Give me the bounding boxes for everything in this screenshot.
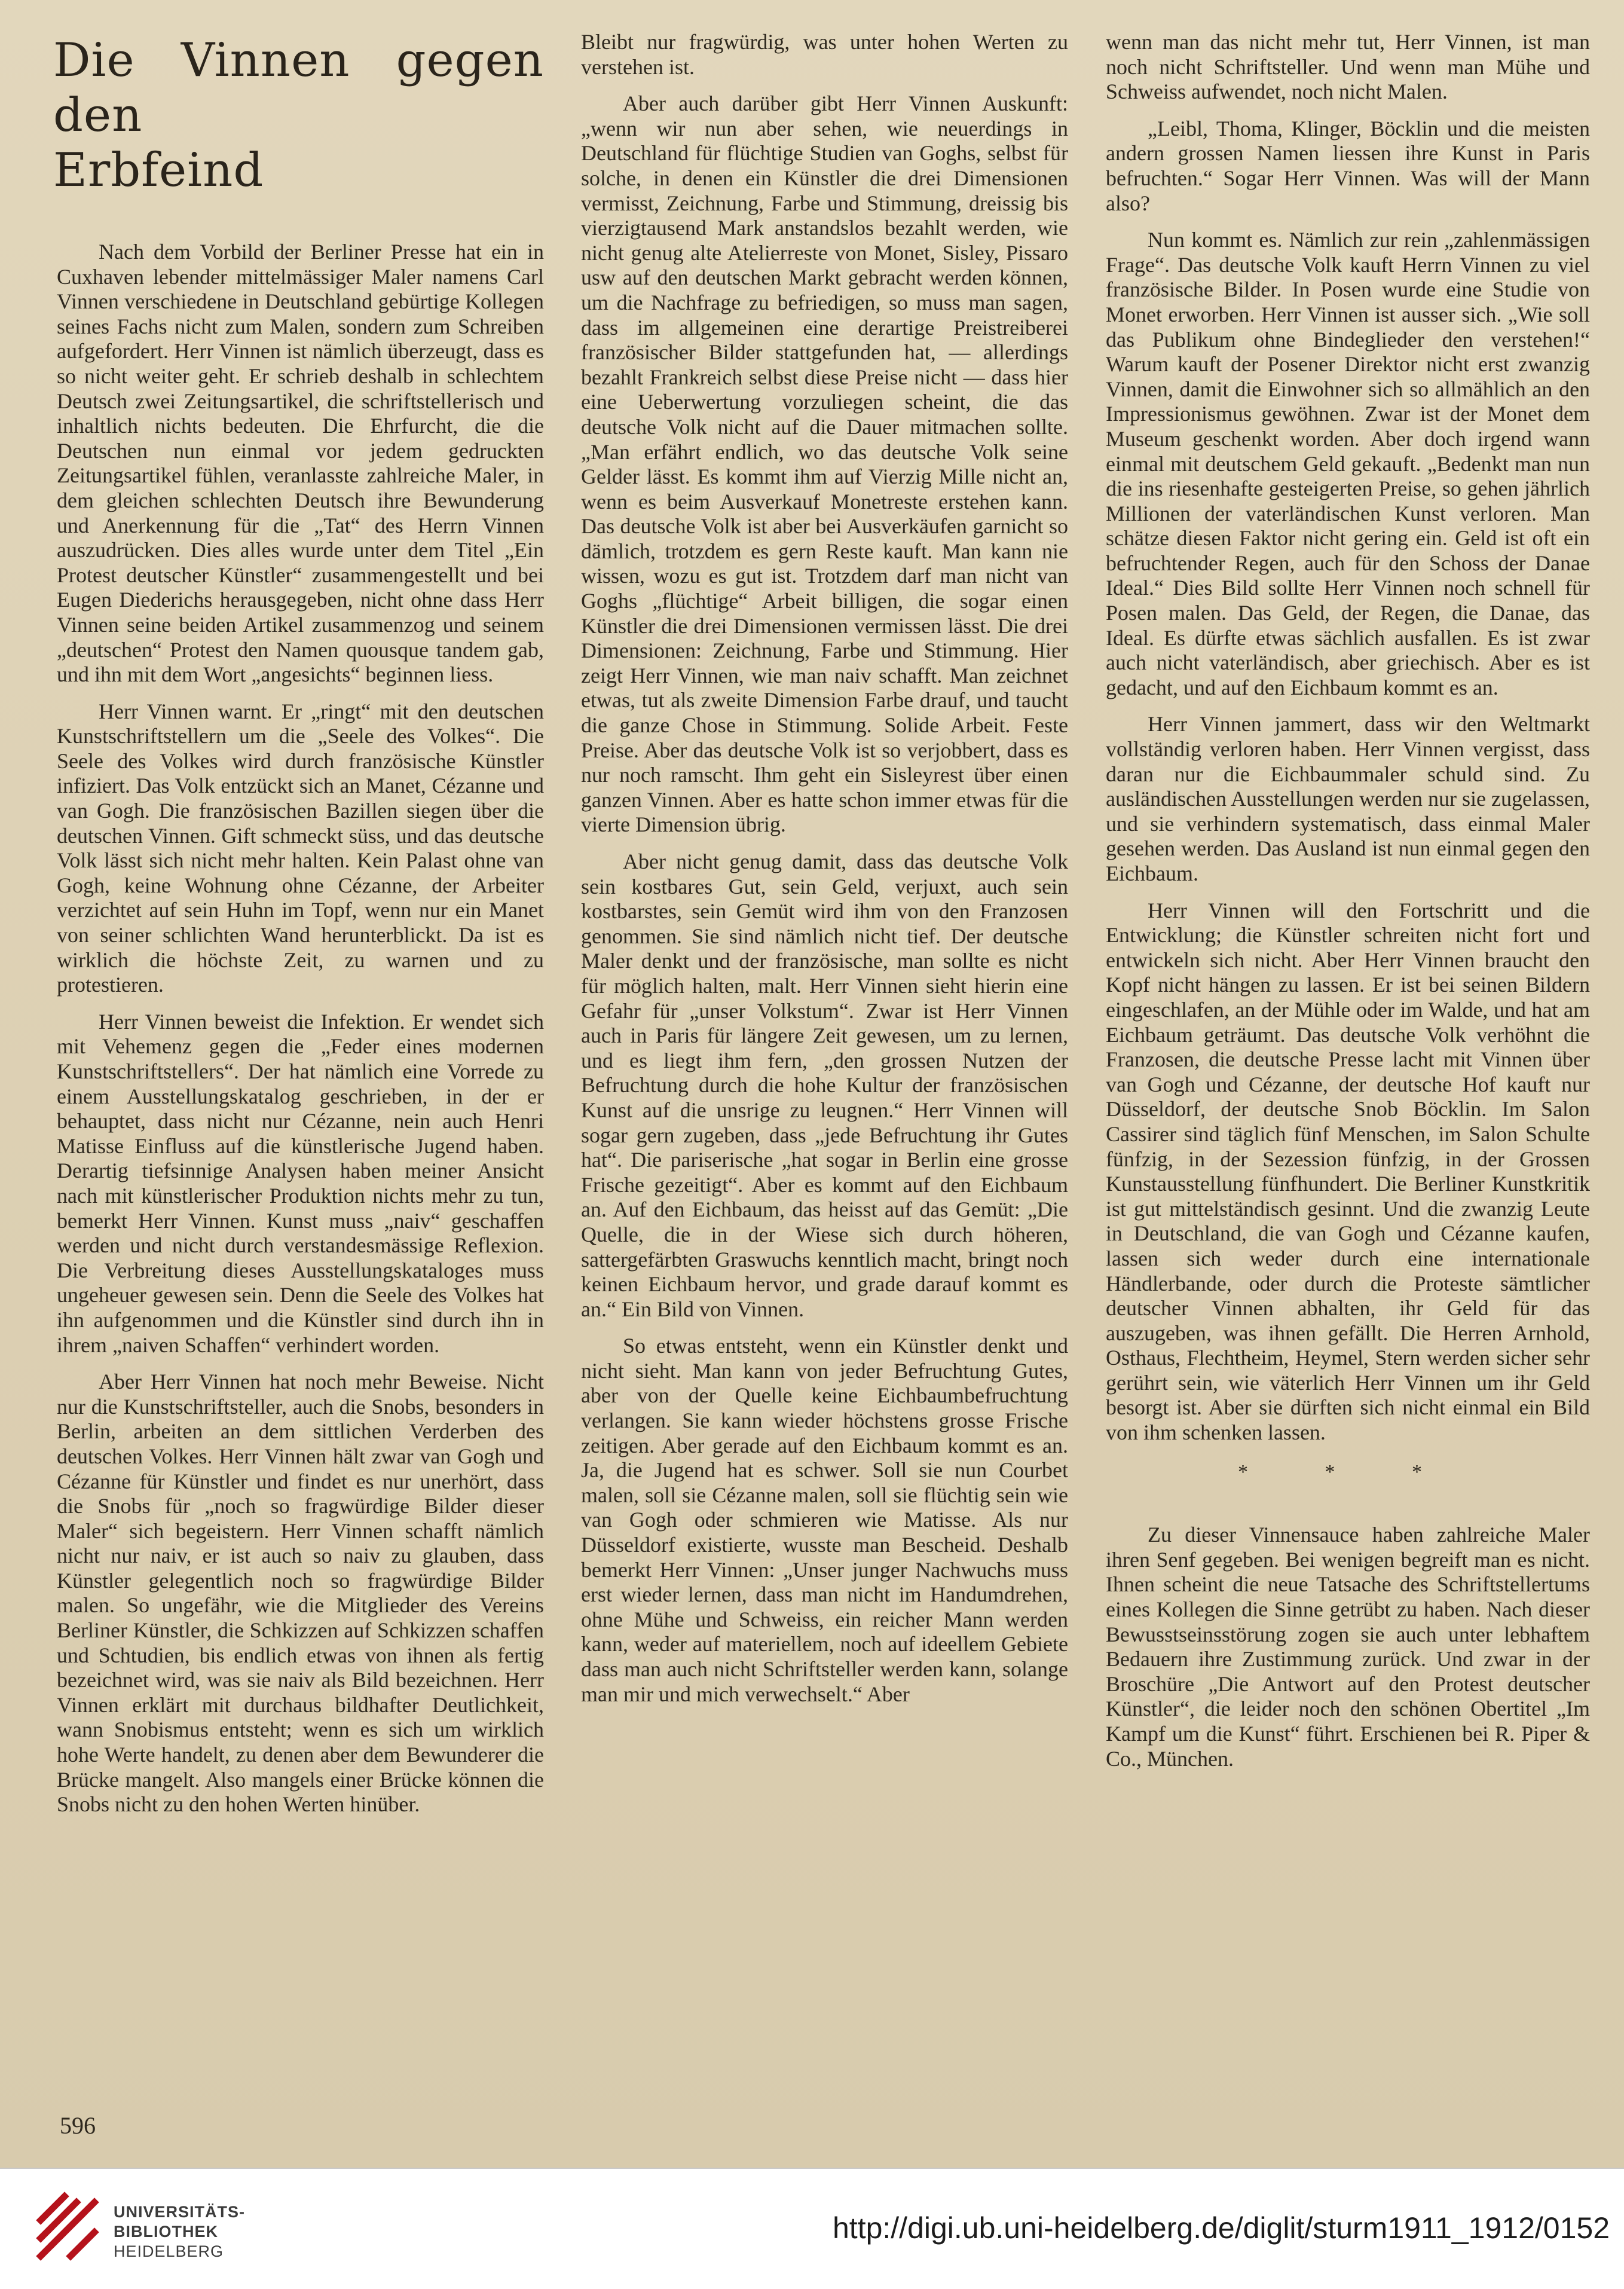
paragraph: wenn man das nicht mehr tut, Herr Vinnen, ist man noch nicht Schriftsteller. Und wenn man Mühe und Schweiss aufwendet, noch nicht Malen. [1106, 30, 1590, 104]
article-title [53, 33, 544, 198]
paragraph: „Leibl, Thoma, Klinger, Böcklin und die meisten andern grossen Namen liessen ihre Kunst in Paris befruchten.“ Sogar Herr Vinnen. Was will der Mann also? [1106, 116, 1590, 215]
paragraph: Herr Vinnen will den Fortschritt und die Entwicklung; die Künstler schreiten nicht fort und entwickeln sich nicht. Aber Herr Vinnen braucht den Kopf nicht hängen zu lassen. Er ist bei seinen Bildern eingeschlafen, an der Mühle oder im Walde, und hat am Eichbaum geträumt. Das deutsche Volk verhöhnt die Franzosen, die deutsche Presse lacht mit Vinnen über van Gogh und Cézanne, der deutsche Hof kauft nur Düsseldorf, der deutsche Snob Böcklin. Im Salon Cassirer sind täglich fünf Menschen, im Salon Schulte fünfzig, in der Sezession fünfzig, in der Grossen Kunstausstellung fünfhundert. Die Berliner Kunstkritik ist gut mittelständisch gesinnt. Und die zwanzig Leute in Deutschland, die van Gogh und Cézanne kaufen, lassen sich weder durch eine internationale Händlerbande, oder durch die Proteste sämtlicher deutscher Vinnen abhalten, ihr Geld für das auszugeben, was ihnen gefällt. Die Herren Arnhold, Osthaus, Flechtheim, Heymel, Stern werden sicher sehr gerührt sein, wie väterlich Herr Vinnen um ihr Geld besorgt ist. Aber sie dürften sich nicht einmal ein Bild von ihm schenken lassen. [1106, 898, 1590, 1445]
paragraph: Nach dem Vorbild der Berliner Presse hat ein in Cuxhaven lebender mittelmässiger Maler namens Carl Vinnen verschiedene in Deutschland gebürtige Kollegen seines Fachs nicht zum Malen, sondern zum Schreiben aufgefordert. Herr Vinnen ist nämlich überzeugt, dass es so nicht weiter geht. Er schrieb deshalb in schlechtem Deutsch zwei Zeitungsartikel, die schriftstellerisch und inhaltlich nichts bedeuten. Die Ehrfurcht, die die Deutschen nun einmal vor jedem gedruckten Zeitungsartikel fühlen, veranlasste zahlreiche Maler, in dem gleichen schlechten Deutsch ihre Bewunderung und Anerkennung für die „Tat“ des Herrn Vinnen auszudrücken. Dies alles wurde unter dem Titel „Ein Protest deutscher Künstler“ zusammengestellt und bei Eugen Diederichs herausgegeben, nicht ohne dass Herr Vinnen seine beiden Artikel zusammenzog und seinem „deutschen“ Protest den Namen quousque tandem gab, und ihn mit dem Wort „angesichts“ beginnen liess. [57, 240, 544, 687]
article-title-line-1: Die Vinnen gegen den [53, 33, 544, 142]
logo-graphic [35, 2190, 102, 2262]
library-name-line-1: UNIVERSITÄTS- [114, 2203, 246, 2221]
paragraph: Aber Herr Vinnen hat noch mehr Beweise. Nicht nur die Kunstschriftsteller, auch die Snobs, besonders in Berlin, arbeiten an dem sittlichen Verderben des deutschen Volkes. Herr Vinnen hält zwar van Gogh und Cézanne für Künstler und findet es nur unerhört, dass die Snobs für „noch so fragwürdige Bilder dieser Maler“ sich begeistern. Herr Vinnen schafft nämlich nicht nur naiv, er ist auch so naiv zu glauben, dass Künstler gelegentlich noch so fragwürdige Bilder malen. So ungefähr, wie die Mitglieder des Vereins Berliner Künstler, die Schkizzen auf Schkizzen schaffen und Schtudien, bis endlich etwas von ihnen als fertig bezeichnet wird, was sie naiv als Bild bezeichnen. Herr Vinnen erklärt mit durchaus bildhafter Deutlichkeit, wann Snobismus entsteht; wenn es sich um wirklich hohe Werte handelt, zu denen aber dem Bewunderer die Brücke mangelt. Also mangels einer Brücke können die Snobs nicht zu den hohen Werten hinüber. [57, 1370, 544, 1817]
paragraph: Aber nicht genug damit, dass das deutsche Volk sein kostbares Gut, sein Geld, verjuxt, auch sein kostbarstes, sein Gemüt wird ihm von den Franzosen genommen. Sie sind nämlich nicht tief. Der deutsche Maler denkt und der französische, man sollte es nicht für möglich halten, malt. Herr Vinnen sieht hierin eine Gefahr für „unser Volkstum“. Zwar ist Herr Vinnen auch in Paris für längere Zeit gewesen, um zu lernen, und es liegt ihm fern, „den grossen Nutzen der Befruchtung durch die hohe Kultur der französischen Kunst auf die unsrige zu leugnen.“ Herr Vinnen will sogar gern zugeben, dass „jede Befruchtung ihr Gutes hat“. Die pariserische „hat sogar in Berlin eine grosse Frische gezeitigt“. Aber es kommt auf den Eichbaum an. Auf den Eichbaum, das heisst auf das Gemüt: „Die Quelle, die in der Wiese sich durch höheren, sattergefärbten Graswuchs kenntlich macht, bringt noch keinen Eichbaum hervor, und grade darauf kommt es an.“ Ein Bild von Vinnen. [581, 849, 1068, 1321]
footer-bar [0, 2168, 1624, 2289]
paragraph: Herr Vinnen beweist die Infektion. Er wendet sich mit Vehemenz gegen die „Feder eines modernen Kunstschriftstellers“. Der hat nämlich eine Vorrede zu einem Ausstellungskatalog geschrieben, in der er behauptet, dass nicht nur Cézanne, nein auch Henri Matisse Einfluss auf die künstlerische Jugend haben. Derartig tiefsinnige Analysen haben meiner Ansicht nach mit künstlerischer Produktion nichts mehr zu tun, bemerkt Herr Vinnen. Kunst muss „naiv“ geschaffen werden und nicht durch verstandesmässige Reflexion. Die Verbreitung dieses Ausstellungskataloges muss ungeheuer gewesen sein. Denn die Seele des Volkes hat ihn aufgenommen und die Künstler sind durch ihn in ihrem „naiven Schaffen“ verhindert worden. [57, 1009, 544, 1357]
library-name-line-3: HEIDELBERG [114, 2242, 224, 2260]
article-column-2 [581, 30, 1068, 1719]
article-column-3 [1106, 30, 1590, 1783]
paragraph: Aber auch darüber gibt Herr Vinnen Auskunft: „wenn wir nun aber sehen, wie neuerdings in Deutschland für flüchtige Studien van Goghs, selbst für solche, in denen ein Künstler die drei Dimensionen vermisst, Zeichnung, Farbe und Stimmung, dreissig bis vierzigtausend Mark anstandslos bezahlt werden, wie nicht genug alte Atelierreste von Monet, Sisley, Pissaro usw auf den deutschen Markt gebracht werden können, um die Nachfrage zu befriedigen, so muss man sagen, dass im allgemeinen eine derartige Preistreiberei französischer Bilder stattgefunden hat, — allerdings bezahlt Frankreich selbst diese Preise nicht — dass hier eine Ueberwertung vorzuliegen scheint, die das deutsche Volk nicht auf die Dauer mitmachen sollte. „Man erfährt endlich, wo das deutsche Volk seine Gelder lässt. Es kommt ihm auf Vierzig Mille nicht an, wenn es beim Ausverkauf Monetreste erstehen kann. Das deutsche Volk ist aber bei Ausverkäufen garnicht so dämlich, trotzdem es gern Reste kauft. Man kann nie wissen, wozu es gut ist. Trotzdem darf man nicht van Goghs „flüchtige“ Arbeit billigen, die sogar einen Künstler die drei Dimensionen vermissen lässt. Die drei Dimensionen: Zeichnung, Farbe und Stimmung. Hier zeigt Herr Vinnen, wie man naiv schafft. Man zeichnet etwas, tut als zweite Dimension Farbe drauf, und taucht die ganze Chose in Stimmung. Solide Arbeit. Feste Preise. Aber das deutsche Volk ist so verjobbert, dass es nur noch ramscht. Ihm geht ein Sisleyrest über einen ganzen Vinnen. Aber es hatte schon immer etwas für die vierte Dimension übrig. [581, 91, 1068, 837]
page-number: 596 [60, 2112, 96, 2139]
paragraph: Herr Vinnen warnt. Er „ringt“ mit den deutschen Kunstschriftstellern um die „Seele des Volkes“. Die Seele des Volkes wird durch französische Künstler infiziert. Das Volk entzückt sich an Manet, Cézanne und van Gogh. Die französischen Bazillen siegen über die deutschen Vinnen. Gift schmeckt süss, und das deutsche Volk lässt sich nicht mehr halten. Kein Palast ohne van Gogh, keine Wohnung ohne Cézanne, der Arbeiter verzichtet auf sein Huhn im Topf, wenn nur ein Manet von seiner schlichten Wand herunterblickt. Da ist es wirklich die höchste Zeit, zu warnen und zu protestieren. [57, 699, 544, 997]
section-divider: * * * [1238, 1460, 1458, 1483]
library-name-line-2: BIBLIOTHEK [114, 2223, 218, 2241]
paragraph: Herr Vinnen jammert, dass wir den Weltmarkt vollständig verloren haben. Herr Vinnen vergisst, dass daran nur die Eichbaummaler schuld sind. Zu ausländischen Ausstellungen werden nur sie zugelassen, und sie verhindern systematisch, dass einmal Maler gesehen werden. Das Ausland ist nun einmal gegen den Eichbaum. [1106, 712, 1590, 885]
article-title-line-2: Erbfeind [53, 143, 264, 197]
source-url-link[interactable]: http://digi.ub.uni-heidelberg.de/diglit/sturm1911_1912/0152 [833, 2211, 1610, 2245]
paragraph: So etwas entsteht, wenn ein Künstler denkt und nicht sieht. Man kann von jeder Befruchtung Gutes, aber von der Quelle keine Eichbaumbefruchtung verlangen. Sie kann wieder höchstens grosse Frische zeitigen. Aber gerade auf den Eichbaum kommt es an. Ja, die Jugend hat es schwer. Soll sie nun Courbet malen, soll sie Cézanne malen, soll sie flüchtig sein wie van Gogh oder schmieren wie Matisse. Als nur Düsseldorf existierte, wusste man Bescheid. Deshalb bemerkt Herr Vinnen: „Unser junger Nachwuchs muss erst wieder lernen, dass man nicht im Handumdrehen, ohne Mühe und Schweiss, ein reicher Mann werden kann, weder auf materiellem, noch auf ideellem Gebiete dass man auch nicht Schriftsteller werden kann, solange man mir und mich verwechselt.“ Aber [581, 1334, 1068, 1706]
paragraph: Nun kommt es. Nämlich zur rein „zahlenmässigen Frage“. Das deutsche Volk kauft Herrn Vinnen zu viel französische Bilder. In Posen wurde eine Studie von Monet erworben. Herr Vinnen ist ausser sich. „Wie soll das Publikum ohne Bindeglieder den verstehen!“ Warum kauft der Posener Direktor nicht erst zwanzig Vinnen, damit die Einwohner sich so allmählich an den Impressionismus gewöhnen. Zwar ist der Monet dem Museum geschenkt worden. Aber doch irgend wann einmal mit deutschem Geld gekauft. „Bedenkt man nun die ins riesenhafte gesteigerten Preise, so gehen jährlich Millionen der vaterländischen Kunst verloren. Man schätze diesen Faktor nicht gering ein. Geld ist oft ein befruchtender Regen, auch für den Schoss der Danae Ideal.“ Dies Bild sollte Herr Vinnen noch schnell für Posen malen. Das Geld, der Regen, die Danae, das Ideal. Es dürfte etwas sächlich ausfallen. Es ist zwar auch nicht vaterländisch, aber griechisch. Aber es ist gedacht, und auf den Eichbaum kommt es an. [1106, 228, 1590, 699]
article-column-1 [53, 33, 544, 1829]
paragraph: Bleibt nur fragwürdig, was unter hohen Werten zu verstehen ist. [581, 30, 1068, 79]
library-name [114, 2202, 245, 2262]
paragraph: Zu dieser Vinnensauce haben zahlreiche Maler ihren Senf gegeben. Bei wenigen begreift man es nicht. Ihnen scheint die neue Tatsache des Schriftstellertums eines Kollegen die Sinne getrübt zu haben. Nach dieser Bewusstseinsstörung zogen sie auch unter lebhaftem Bedauern ihre Zustimmung zurück. Und zwar in der Broschüre „Die Antwort auf den Protest deutscher Künstler“, die leider noch den schönen Obertitel „Im Kampf um die Kunst“ führt. Erschienen bei R. Piper & Co., München. [1106, 1523, 1590, 1771]
university-logo-icon [35, 2190, 102, 2262]
